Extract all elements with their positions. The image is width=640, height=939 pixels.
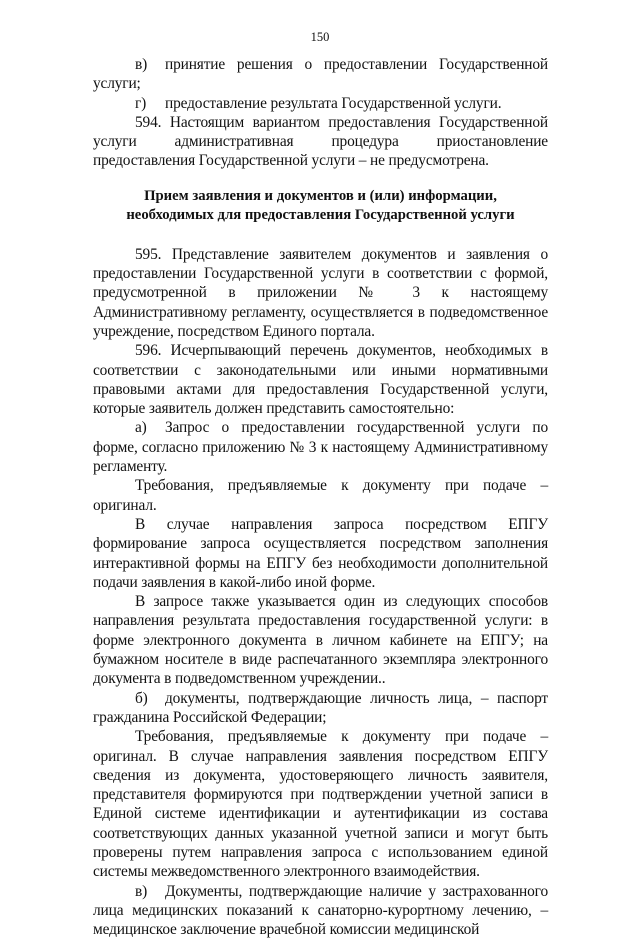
list-item-text: Документы, подтверждающие наличие у застрахованного лица медицинских показаний к санаторно-курортному лечению, – медицинское заключение врачебной комиссии медицинской xyxy=(93,882,548,939)
paragraph-epgu: В случае направления запроса посредством ЕПГУ формирование запроса осуществляется посредством заполнения интерактивной формы на ЕПГУ без необходимости дополнительной подачи заявления в какой-либо иной форме. xyxy=(93,515,548,591)
heading-line-2: необходимых для предоставления Государственной услуги xyxy=(126,206,515,223)
list-item-v-documents xyxy=(93,882,548,939)
paragraph-596: 596. Исчерпывающий перечень документов, необходимых в соответствии с законодательными или иными нормативными правовыми актами для предоставления Государственной услуги, которые заявитель должен представить самостоятельно: xyxy=(93,342,548,418)
list-item-text: предоставление результата Государственной услуги. xyxy=(165,94,502,112)
paragraph-requirements-1: Требования, предъявляемые к документу при подаче – оригинал. xyxy=(93,477,548,514)
list-marker: б) xyxy=(135,689,148,707)
section-heading xyxy=(93,187,548,225)
list-marker: а) xyxy=(135,419,147,437)
list-item-text: принятие решения о предоставлении Государственной услуги; xyxy=(93,56,548,93)
list-item-b xyxy=(93,689,548,728)
heading-line-1: Прием заявления и документов и (или) информации, xyxy=(144,187,497,204)
list-item-a xyxy=(93,418,548,476)
paragraph-requirements-2: Требования, предъявляемые к документу при подаче – оригинал. В случае направления заявления посредством ЕПГУ сведения из документа, удостоверяющего личность заявителя, представителя формируются при подтверждении учетной записи в Единой системе идентификации и аутентификации из состава соответствующих данных указанной учетной записи и могут быть проверены путем направления запроса с использованием единой системы межведомственного электронного взаимодействия. xyxy=(93,728,548,881)
list-marker: в) xyxy=(135,56,148,73)
page-number: 150 xyxy=(310,30,330,44)
paragraph-delivery-methods: В запросе также указывается один из следующих способов направления результата предоставления государственной услуги: в форме электронного документа в личном кабинете на ЕПГУ; на бумажном носителе в виде распечатанного экземпляра электронного документа в подведомственном учреждении.. xyxy=(93,593,548,688)
list-marker: в) xyxy=(135,882,148,900)
paragraph-594: 594. Настоящим вариантом предоставления Государственной услуги административная процедура приостановление предоставления Государственной услуги – не предусмотрена. xyxy=(93,113,548,170)
document-body xyxy=(93,55,548,939)
list-item-g xyxy=(93,94,548,113)
list-marker: г) xyxy=(135,94,147,112)
list-item-text: документы, подтверждающие личность лица, – паспорт гражданина Российской Федерации; xyxy=(93,689,548,726)
list-item-v xyxy=(93,55,548,94)
list-item-text: Запрос о предоставлении государственной услуги по форме, согласно приложению № 3 к настоящему Административному регламенту. xyxy=(93,419,548,476)
paragraph-595: 595. Представление заявителем документов и заявления о предоставлении Государственной услуги в соответствии с формой, предусмотренной в приложении № 3 к настоящему Административному регламенту, осуществляется в подведомственное учреждение, посредством Единого портала. xyxy=(93,245,548,340)
